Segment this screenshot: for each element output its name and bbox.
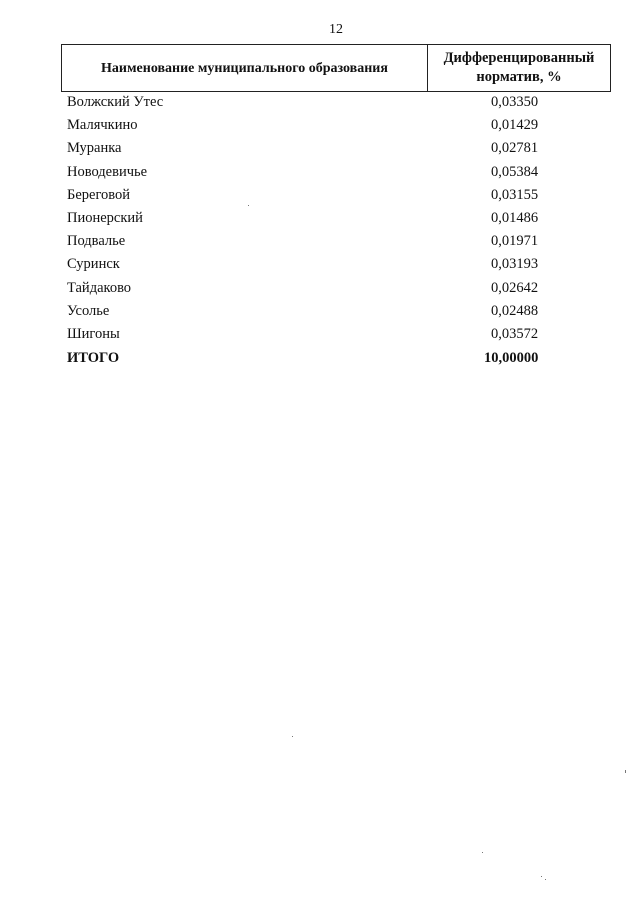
municipality-name: Береговой	[67, 186, 131, 203]
table-row	[67, 323, 607, 346]
table-row	[67, 114, 607, 137]
scan-speck	[248, 205, 249, 206]
scan-speck	[292, 736, 293, 737]
municipality-name: Суринск	[67, 256, 120, 273]
norm-value: 0,01486	[491, 209, 539, 226]
norm-value: 0,03572	[491, 325, 539, 342]
municipality-name: Подвалье	[67, 233, 126, 250]
norm-value: 0,03350	[491, 94, 539, 110]
norm-value: 0,02642	[491, 279, 539, 296]
norm-value: 0,02781	[491, 140, 539, 157]
norm-value: 0,03193	[491, 256, 539, 273]
table-row	[67, 161, 607, 184]
scan-speck	[541, 876, 542, 877]
municipality-name: Волжский Утес	[67, 94, 164, 110]
municipality-name: Муранка	[67, 140, 122, 157]
norm-value: 0,01971	[491, 233, 539, 250]
table-row	[67, 137, 607, 160]
scan-speck	[482, 852, 483, 853]
table-row	[67, 230, 607, 253]
norm-value: 0,01429	[491, 117, 539, 134]
total-value: 10,00000	[484, 350, 539, 367]
table-row	[67, 300, 607, 323]
norm-value: 0,03155	[491, 186, 539, 203]
scan-speck	[545, 879, 546, 880]
total-label: ИТОГО	[67, 350, 120, 367]
municipality-name: Пионерский	[67, 209, 143, 226]
table-row	[67, 207, 607, 230]
column-header-municipality: Наименование муниципального образования	[62, 45, 428, 91]
municipality-name: Новодевичье	[67, 163, 148, 180]
column-header-norm	[428, 45, 610, 91]
municipality-name: Тайдаково	[67, 279, 132, 296]
column-header-norm-line2: норматив, %	[476, 69, 562, 85]
table-row	[67, 184, 607, 207]
table-row	[67, 253, 607, 276]
municipality-name: Шигоны	[67, 325, 120, 342]
column-header-norm-line1: Дифференцированный	[443, 50, 595, 66]
table-body	[67, 91, 607, 370]
norm-value: 0,05384	[491, 163, 539, 180]
page-number: 12	[329, 22, 343, 37]
municipality-name: Усолье	[67, 302, 110, 319]
table-row	[67, 277, 607, 300]
norm-value: 0,02488	[491, 302, 539, 319]
table-total-row	[67, 347, 607, 370]
table-header	[61, 44, 611, 92]
municipality-name: Малячкино	[67, 117, 138, 134]
scan-speck	[625, 770, 626, 773]
table-row	[67, 91, 607, 114]
